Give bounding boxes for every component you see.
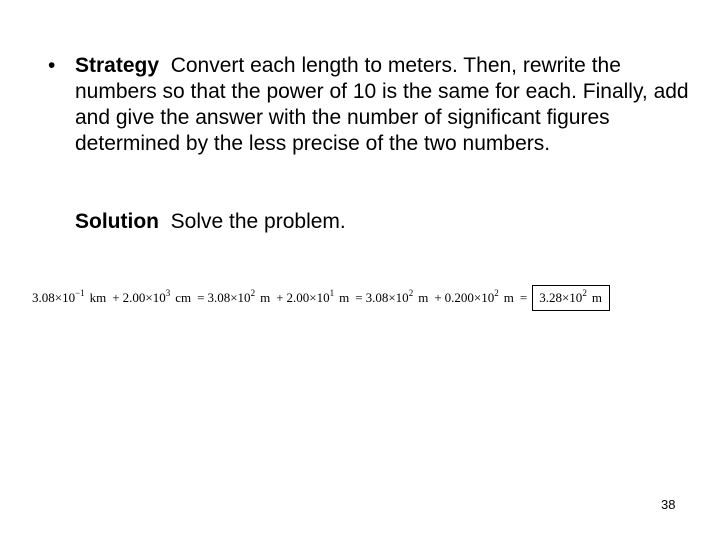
strategy-bullet-item <box>48 53 708 157</box>
plus-sign: + <box>434 290 442 305</box>
term-4: $2.00\times 10^1$ m <box>286 288 350 305</box>
strategy-text: Convert each length to meters. Then, rewrite the numbers so that the power of 10 is the same for each. Finally, add and give the answer with the number of significant figures determined by the less precise of the two numbers. <box>75 54 689 155</box>
term-5: $3.08\times 10^2$ m <box>365 288 429 305</box>
term-2: $2.00\times 10^3$ cm <box>122 288 192 305</box>
bullet-icon: • <box>48 54 56 77</box>
plus-sign: + <box>276 290 284 305</box>
term-1: $3.08\times 10^{-1}$ km <box>32 288 107 305</box>
strategy-label: Strategy <box>75 54 160 77</box>
equation <box>32 283 610 313</box>
term-3: $3.08\times 10^2$ m <box>207 288 271 305</box>
term-6: $0.200\times 10^2$ m <box>444 288 514 305</box>
equals-sign: = <box>355 290 363 305</box>
solution-label: Solution <box>75 210 159 233</box>
strategy-paragraph <box>48 53 708 157</box>
equals-sign: = <box>197 290 205 305</box>
plus-sign: + <box>112 290 120 305</box>
answer-box: $3.28\times 10^2$ m <box>532 285 610 311</box>
solution-text: Solve the problem. <box>170 210 346 233</box>
equals-sign: = <box>519 290 528 305</box>
page-number: 38 <box>661 497 676 512</box>
solution-line <box>75 209 346 235</box>
